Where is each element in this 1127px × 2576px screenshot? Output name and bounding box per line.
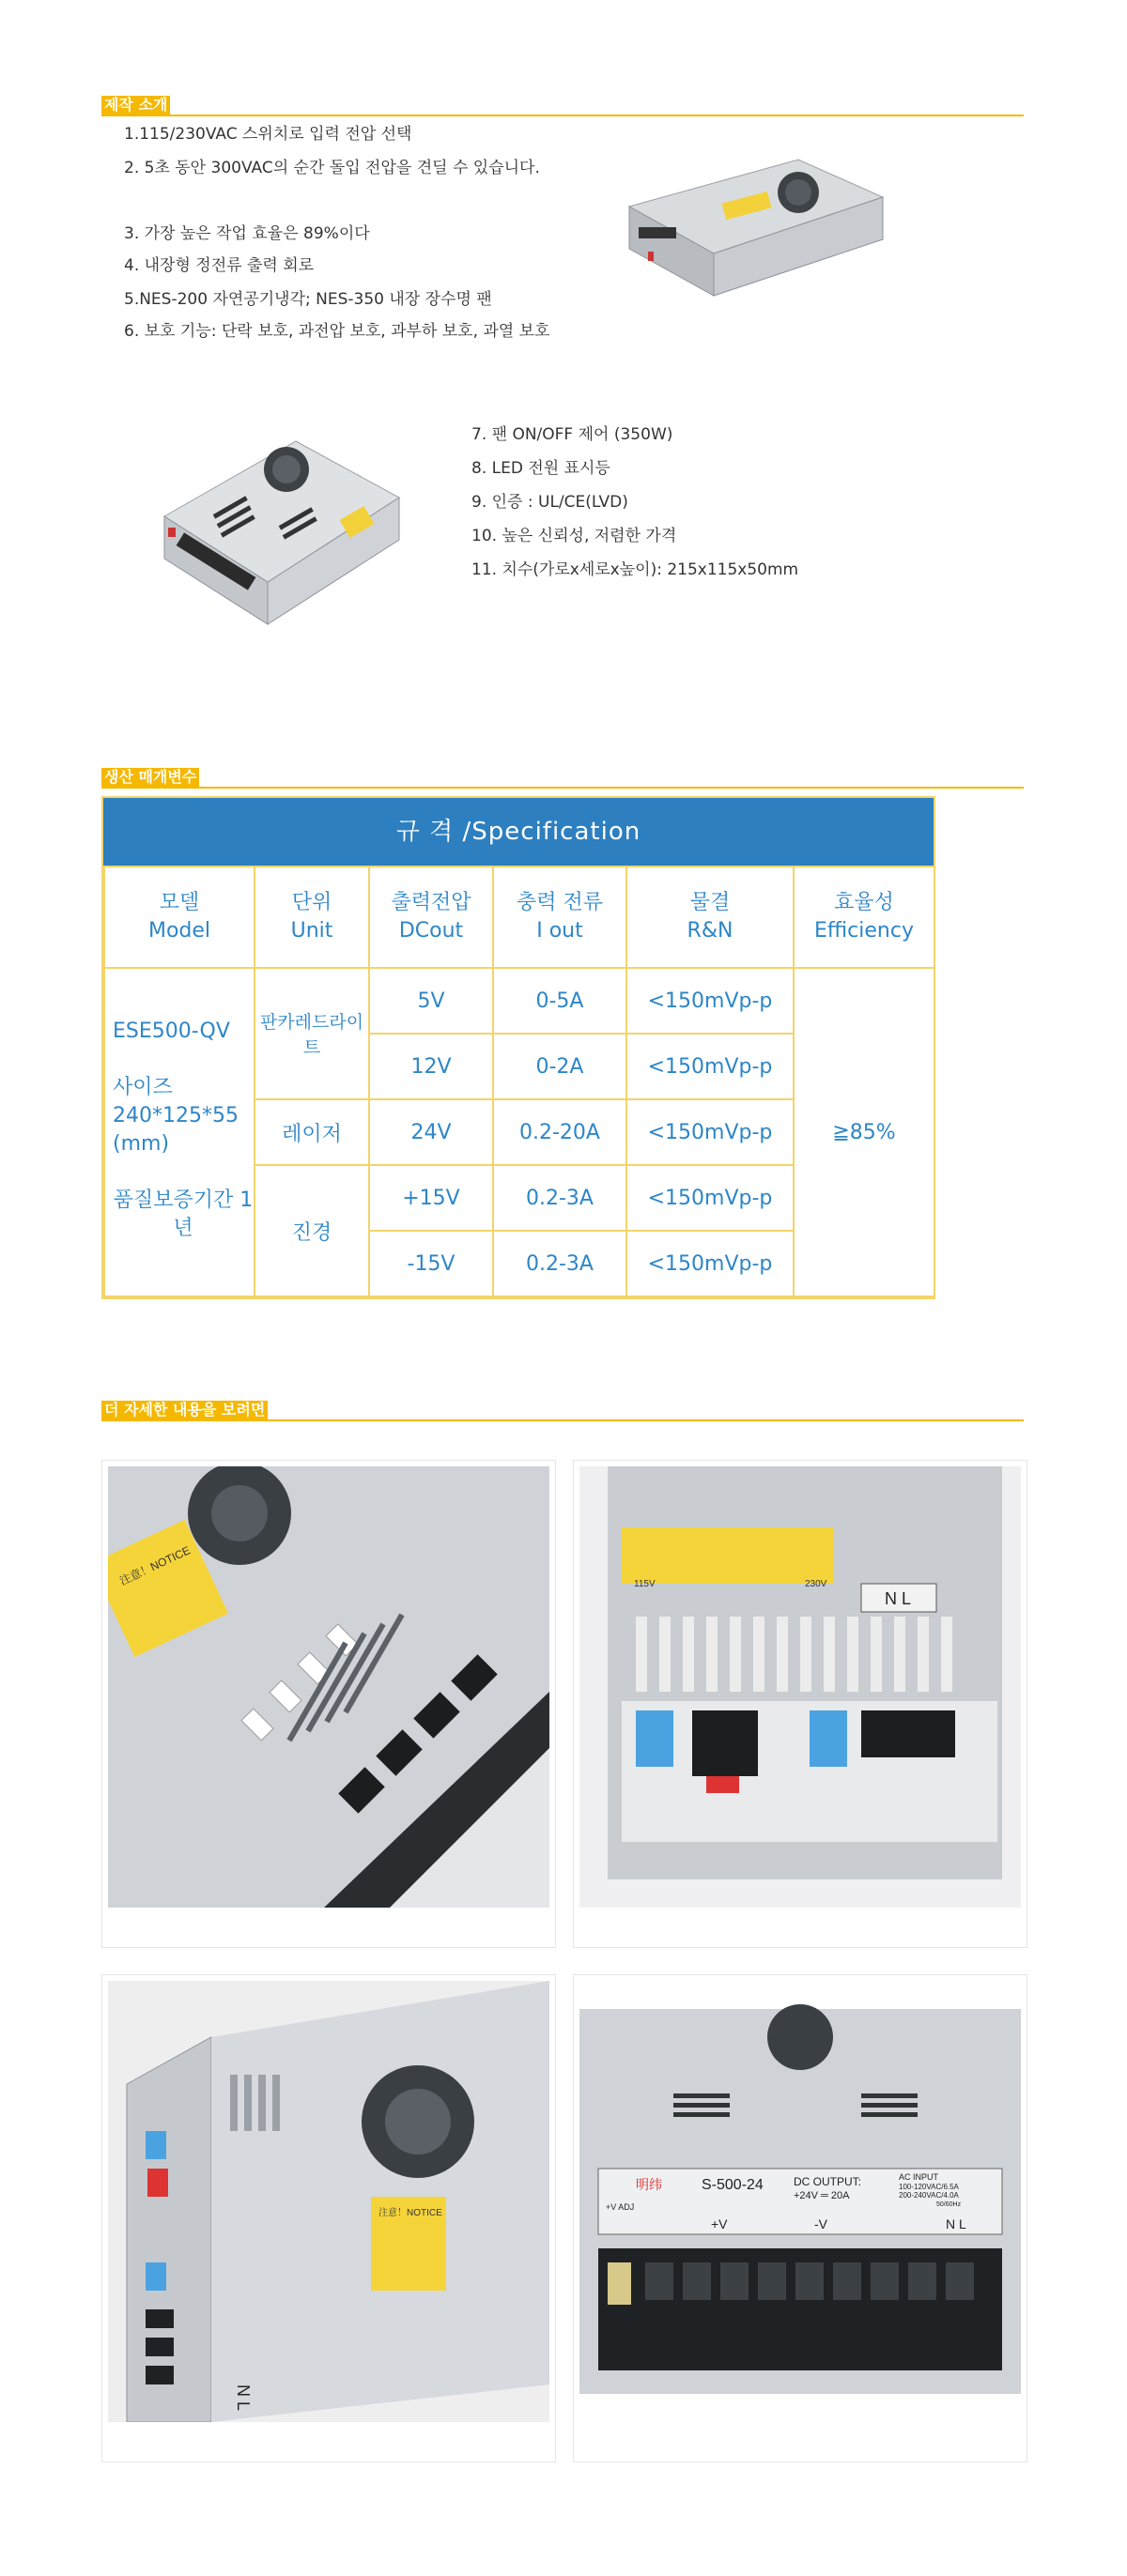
feature-item: 11. 치수(가로x세로x높이): 215x115x50mm: [471, 560, 799, 579]
unit-cell: 진경: [255, 1165, 369, 1296]
model-plate-label: S-500-24: [702, 2177, 764, 2193]
dc-output-label: DC OUTPUT:: [794, 2175, 861, 2188]
size-label: 사이즈 240*125*55 (mm): [113, 1076, 239, 1156]
product-photo-front: [146, 422, 418, 638]
ac-spec-2: 200-240VAC/4.0A: [899, 2191, 959, 2200]
feature-item: 7. 팬 ON/OFF 제어 (350W): [471, 425, 673, 444]
model-cell: [104, 968, 255, 1296]
section-title: 제작 소개: [101, 96, 170, 115]
feature-item: 6. 보호 기능: 단락 보호, 과전압 보호, 과부하 보호, 과열 보호: [124, 322, 550, 341]
iout-cell: 0.2-3A: [493, 1165, 626, 1231]
detail-photo-card: [101, 1974, 556, 2462]
voltage-230-label: 230V: [805, 1579, 827, 1589]
feature-item: 10. 높은 신뢰성, 저렴한 가격: [471, 527, 677, 545]
notice-label: 注意！NOTICE: [117, 1543, 193, 1588]
rn-cell: <150mVp-p: [626, 1034, 794, 1099]
dc-spec-label: +24V ═ 20A: [794, 2190, 850, 2201]
feature-item: 3. 가장 높은 작업 효율은 89%이다: [124, 224, 370, 243]
rn-cell: <150mVp-p: [626, 968, 794, 1034]
minus-v-label: -V: [814, 2216, 827, 2231]
header-iout: 충력 전류 I out: [493, 866, 626, 968]
detail-photo-card: [573, 1460, 1027, 1948]
detail-photo-terminals: [579, 1466, 1021, 1908]
section-title: 생산 매개변수: [101, 768, 199, 787]
spec-table: [101, 796, 935, 1299]
ac-spec-1: 100-120VAC/6.5A: [899, 2183, 959, 2191]
dcout-cell: -15V: [369, 1231, 493, 1296]
iout-cell: 0.2-20A: [493, 1099, 626, 1165]
brand-label: 明纬: [636, 2177, 662, 2192]
feature-item: 9. 인증 : UL/CE(LVD): [471, 493, 628, 512]
dcout-cell: 12V: [369, 1034, 493, 1099]
ac-input-label: AC INPUT: [899, 2172, 939, 2182]
header-dcout: 출력전압 DCout: [369, 866, 493, 968]
model-name: ESE500-QV: [113, 1020, 230, 1043]
dcout-cell: 5V: [369, 968, 493, 1034]
rn-cell: <150mVp-p: [626, 1165, 794, 1231]
detail-photo-card: [101, 1460, 556, 1948]
spec-grid: [103, 866, 935, 1297]
header-efficiency: 효율성 Efficiency: [794, 866, 934, 968]
header-unit: 단위 Unit: [255, 866, 369, 968]
product-photo-angled: [610, 141, 892, 310]
efficiency-cell: ≧85%: [794, 968, 934, 1296]
iout-cell: 0-2A: [493, 1034, 626, 1099]
spec-title: 규 격 /Specification: [103, 798, 934, 866]
ac-hz: 50/60Hz: [936, 2201, 962, 2208]
detail-photo-notice: [108, 1466, 549, 1908]
dcout-cell: 24V: [369, 1099, 493, 1165]
iout-cell: 0-5A: [493, 968, 626, 1034]
rn-cell: <150mVp-p: [626, 1231, 794, 1296]
iout-cell: 0.2-3A: [493, 1231, 626, 1296]
section-header-params: [101, 766, 1024, 789]
detail-photo-card: [573, 1974, 1027, 2462]
warranty-label: 품질보증기간 1년: [113, 1188, 254, 1240]
notice-label: 注意！NOTICE: [378, 2208, 442, 2218]
unit-cell: 레이저: [255, 1099, 369, 1165]
header-rn: 물결 R&N: [626, 866, 794, 968]
feature-item: 8. LED 전원 표시등: [471, 459, 610, 478]
feature-item: 5.NES-200 자연공기냉각; NES-350 내장 장수명 팬: [124, 290, 492, 309]
nl-label: N L: [885, 1589, 912, 1608]
feature-item: 4. 내장형 정전류 출력 회로: [124, 256, 315, 275]
section-title: 더 자세한 내용을 보려면: [101, 1401, 268, 1419]
header-model: 모델 Model: [104, 866, 255, 968]
v-adj-label: +V ADJ: [606, 2202, 635, 2212]
nl-label: N L: [946, 2216, 966, 2231]
section-header-more: [101, 1399, 1024, 1421]
rn-cell: <150mVp-p: [626, 1099, 794, 1165]
feature-item: 1.115/230VAC 스위치로 입력 전압 선택: [124, 125, 412, 144]
detail-photo-side: [108, 1981, 549, 2422]
nl-label: N L: [234, 2384, 253, 2412]
voltage-115-label: 115V: [634, 1579, 656, 1589]
feature-item: 2. 5초 동안 300VAC의 순간 돌입 전압을 견딜 수 있습니다.: [124, 159, 540, 177]
plus-v-label: +V: [711, 2216, 728, 2231]
dcout-cell: +15V: [369, 1165, 493, 1231]
unit-cell: 판카레드라이트: [255, 968, 369, 1099]
detail-photo-front-panel: [579, 1981, 1021, 2422]
section-header-intro: [101, 94, 1024, 116]
